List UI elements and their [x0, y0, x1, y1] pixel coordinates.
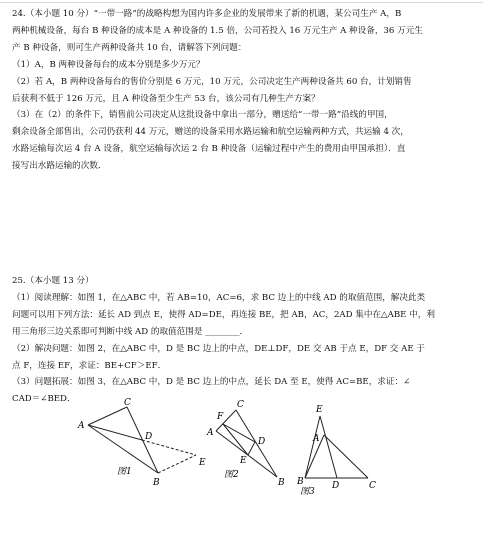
fig1-segment-be	[158, 455, 196, 473]
fig3-label-b: B	[297, 477, 304, 487]
fig2-label-b: B	[278, 478, 285, 488]
fig3-label-e: E	[316, 405, 323, 415]
fig1-label-a: A	[78, 421, 85, 431]
fig2-caption: 图2	[224, 470, 239, 480]
q24-line-6: 后获利不低于 126 万元，且 A 种设备至少生产 53 台，该公司有几种生产方案？	[12, 93, 320, 104]
fig3-label-d: D	[332, 481, 340, 491]
top-rule	[0, 2, 483, 3]
figure-1	[88, 407, 196, 473]
q24-line-8: 剩余设备全部售出，公司仍获利 44 万元，赠送的设备采用水路运输和航空运输两种方式，共运输 4 次，	[12, 127, 409, 138]
q25-line-5: （2）解决问题：如图 2，在△ABC 中，D 是 BC 边上的中点，DE⊥DF，DE 交 AB 于点 E，DF 交 AE 于	[12, 343, 425, 354]
fig2-label-a: A	[207, 428, 214, 438]
q25-line-8: CAD＝∠BED．	[12, 394, 76, 405]
fig1-segment-ad	[88, 425, 142, 440]
fig3-label-c: C	[369, 481, 376, 491]
q24-line-1: 24.（本小题 10 分）“一带一路”的战略构想为国内许多企业的发展带来了新的机遇，某公司生产 A，B	[12, 9, 402, 19]
fig1-label-b: B	[153, 478, 160, 488]
fig3-segment-be	[305, 416, 320, 478]
figures-row	[0, 395, 483, 531]
fig2-segment-cb	[236, 410, 277, 477]
q25-line-7: （3）问题拓展：如图 3，在△ABC 中，D 是 BC 边上的中点，延长 DA 至 E，使得 AC=BE，求证：∠	[12, 377, 411, 388]
q25-line-1: 25.（本小题 13 分）	[12, 276, 94, 286]
fig1-label-e: E	[199, 458, 206, 468]
fig1-label-d: D	[145, 432, 153, 442]
fig1-label-c: C	[124, 398, 131, 408]
question-24	[12, 6, 474, 175]
q24-line-7: （3）在（2）的条件下，销售前公司决定从这批设备中拿出一部分，赠送给“一带一路”沿线的甲国，	[12, 110, 393, 121]
q24-line-3: 产 B 种设备，则可生产两种设备共 10 台，请解答下列问题：	[12, 42, 247, 53]
fig3-segment-ed	[320, 416, 337, 478]
fig2-label-f: F	[217, 412, 224, 422]
q25-line-6: 点 F，连接 EF，求证：BE+CF＞EF．	[12, 360, 167, 371]
q25-line-2: （1）阅读理解：如图 1，在△ABC 中，若 AB=10，AC=6，求 BC 边上的中线 AD 的取值范围，解决此类	[12, 292, 426, 303]
fig1-segment-de	[142, 440, 196, 455]
q24-line-2: 两种机械设备，每台 B 种设备的成本是 A 种设备的 1.5 倍，公司若投入 16 万元生产 A 种设备，36 万元生	[12, 25, 423, 36]
fig3-caption: 图3	[300, 487, 315, 497]
fig1-segment-ac	[88, 407, 127, 425]
question-25	[12, 273, 474, 408]
geometry-figures	[0, 395, 483, 531]
q25-line-4: 用三角形三边关系即可判断中线 AD 的取值范围是 ________．	[12, 326, 249, 337]
figure-2	[216, 410, 277, 477]
fig2-label-c: C	[237, 400, 244, 410]
q24-line-10: 接写出水路运输的次数．	[12, 161, 107, 172]
fig3-label-a: A	[313, 434, 320, 444]
q24-line-4: （1）A，B 两种设备每台的成本分别是多少万元？	[12, 59, 205, 70]
fig2-label-d: D	[258, 437, 266, 447]
figure-3	[305, 416, 368, 478]
fig1-caption: 图1	[117, 467, 132, 477]
fig2-segment-de	[248, 442, 255, 455]
fig2-label-e: E	[240, 456, 247, 466]
q25-line-3: 问题可以用下列方法：延长 AD 到点 E，使得 AD=DE，再连接 BE，把 AB，AC，2AD 集中在△ABE 中，利	[12, 309, 435, 320]
q24-line-9: 水路运输每次运 4 台 A 设备，航空运输每次运 2 台 B 种设备（运输过程中产生的费用由甲国承担）．直	[12, 144, 406, 155]
q24-line-5: （2）若 A，B 两种设备每台的售价分别是 6 万元，10 万元，公司决定生产两种设备共 60 台，计划销售	[12, 76, 412, 87]
